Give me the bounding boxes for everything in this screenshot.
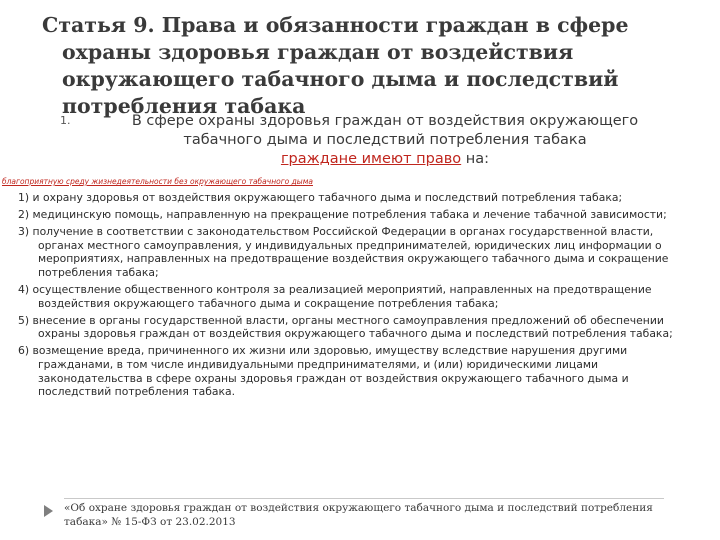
rights-item: 3) получение в соответствии с законодательством Российской Федерации в органах государственной власти, органах местного самоуправления, у индивидуальных предпринимателей, юридических лиц информации о мероприятиях, направленных на предотвращение воздействия окружающего табачного дыма и сокращение потребления табака; — [18, 225, 669, 279]
intro-item — [60, 112, 670, 169]
intro-emphasis: граждане имеют право — [280, 151, 462, 167]
slide-title: Статья 9. Права и обязанности граждан в сфере охраны здоровья граждан от воздействия окружающего табачного дыма и последствий потребления табака — [42, 13, 629, 118]
intro-marker: 1. — [60, 114, 71, 127]
rights-item: 2) медицинскую помощь, направленную на прекращение потребления табака и лечение табачной зависимости; — [18, 208, 667, 222]
intro-main-text: В сфере охраны здоровья граждан от воздействия окружающего табачного дыма и последствий потребления табака — [131, 113, 639, 148]
rights-list — [18, 191, 698, 402]
rights-item: 5) внесение в органы государственной власти, органы местного самоуправления предложений об обеспечении охраны здоровья граждан от воздействия окружающего табачного дыма и последствий потребления табака; — [18, 313, 673, 341]
intro-suffix: на: — [461, 151, 490, 167]
rights-item: 4) осуществление общественного контроля за реализацией мероприятий, направленных на предотвращение воздействия окружающего табачного дыма и сокращение потребления табака; — [18, 283, 652, 310]
intro-text — [100, 112, 670, 169]
triangle-bullet-icon — [44, 505, 53, 517]
source-citation: «Об охране здоровья граждан от воздействия окружающего табачного дыма и последствий потребления табака» № 15-ФЗ от 23.02.2013 — [64, 498, 664, 529]
rights-item: 1) и охрану здоровья от воздействия окружающего табачного дыма и последствий потребления табака; — [18, 191, 623, 204]
rights-item: 6) возмещение вреда, причиненного их жизни или здоровью, имуществу вследствие нарушения другими гражданами, в том числе индивидуальными предпринимателями, и (или) юридическими лицами законодательства в сфере охраны здоровья граждан от воздействия окружающего табачного дыма и последствий потребления табака. — [18, 344, 629, 399]
underlined-note: благоприятную среду жизнедеятельности без окружающего табачного дыма — [2, 177, 313, 186]
